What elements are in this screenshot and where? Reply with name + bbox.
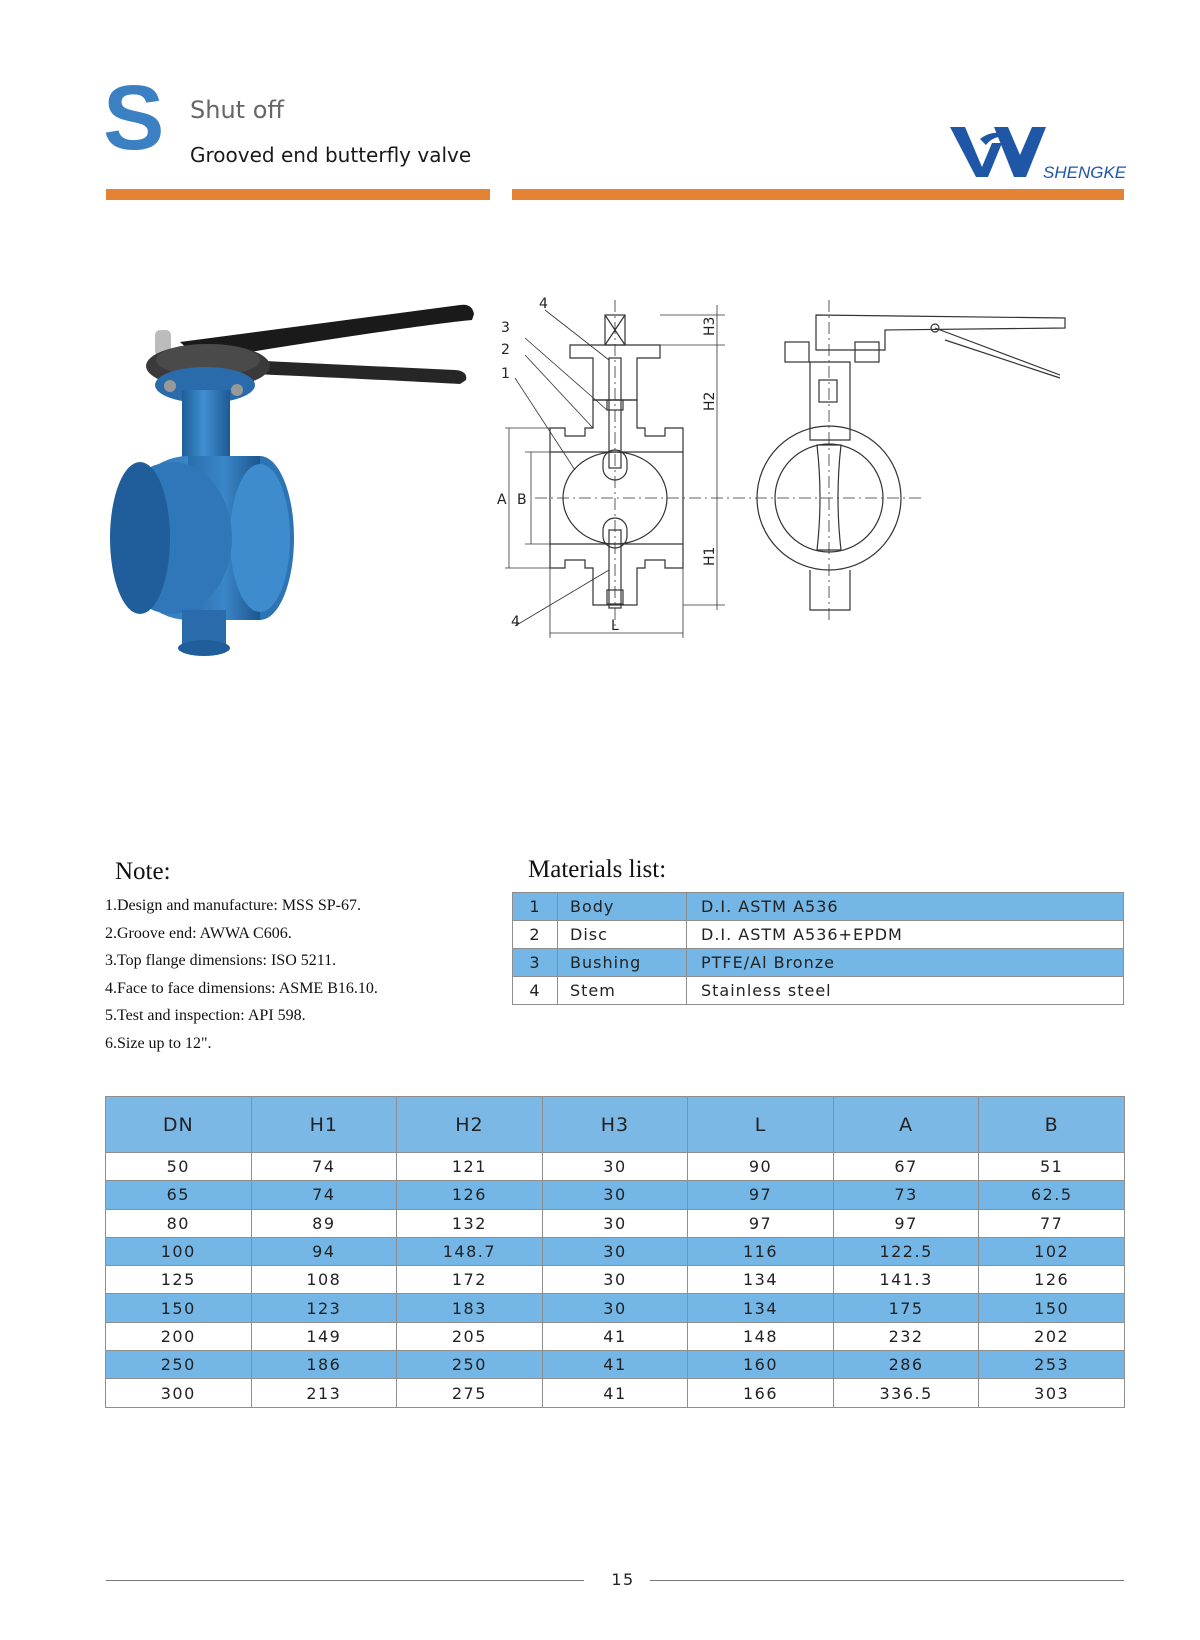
table-cell: 30 <box>542 1153 688 1181</box>
table-cell: 336.5 <box>833 1379 979 1407</box>
table-row <box>106 1181 1125 1209</box>
note-item: 6.Size up to 12". <box>105 1034 212 1052</box>
material-part: Bushing <box>558 949 687 977</box>
table-row <box>106 1351 1125 1379</box>
table-cell: 30 <box>542 1294 688 1322</box>
table-cell: 30 <box>542 1237 688 1265</box>
material-spec: PTFE/Al Bronze <box>687 949 1124 977</box>
table-row <box>106 1237 1125 1265</box>
header-divider-left <box>106 189 490 200</box>
table-cell: 183 <box>397 1294 543 1322</box>
drawing-label-h2: H2 <box>702 391 718 411</box>
material-spec: D.I. ASTM A536 <box>687 893 1124 921</box>
series-letter: S <box>103 67 165 169</box>
table-cell: 41 <box>542 1322 688 1350</box>
column-header-l: L <box>688 1097 834 1153</box>
table-cell: 30 <box>542 1266 688 1294</box>
table-cell: 300 <box>106 1379 252 1407</box>
table-cell: 250 <box>397 1351 543 1379</box>
table-cell: 150 <box>979 1294 1125 1322</box>
drawing-label-4-top: 4 <box>539 296 548 312</box>
table-cell: 202 <box>979 1322 1125 1350</box>
dimensions-header-row <box>106 1097 1125 1153</box>
materials-row <box>513 977 1124 1005</box>
table-cell: 102 <box>979 1237 1125 1265</box>
table-cell: 148 <box>688 1322 834 1350</box>
table-cell: 126 <box>979 1266 1125 1294</box>
drawing-label-3: 3 <box>501 320 510 336</box>
shengke-logo <box>950 125 1126 187</box>
material-part: Stem <box>558 977 687 1005</box>
product-title: Grooved end butterfly valve <box>190 143 472 167</box>
table-cell: 149 <box>251 1322 397 1350</box>
note-item: 5.Test and inspection: API 598. <box>105 1007 306 1024</box>
table-cell: 125 <box>106 1266 252 1294</box>
drawing-label-l: L <box>611 618 619 634</box>
table-cell: 97 <box>833 1209 979 1237</box>
material-no: 4 <box>513 977 558 1005</box>
table-cell: 41 <box>542 1379 688 1407</box>
note-item: 3.Top flange dimensions: ISO 5211. <box>105 952 337 969</box>
technical-drawing <box>497 296 1125 680</box>
table-cell: 77 <box>979 1209 1125 1237</box>
table-cell: 97 <box>688 1209 834 1237</box>
table-cell: 253 <box>979 1351 1125 1379</box>
table-cell: 141.3 <box>833 1266 979 1294</box>
table-cell: 175 <box>833 1294 979 1322</box>
table-cell: 89 <box>251 1209 397 1237</box>
material-spec: D.I. ASTM A536+EPDM <box>687 921 1124 949</box>
table-cell: 74 <box>251 1181 397 1209</box>
column-header-h2: H2 <box>397 1097 543 1153</box>
table-cell: 100 <box>106 1237 252 1265</box>
material-spec: Stainless steel <box>687 977 1124 1005</box>
drawing-label-h3: H3 <box>702 316 718 336</box>
table-cell: 108 <box>251 1266 397 1294</box>
material-no: 1 <box>513 893 558 921</box>
svg-text:SHENGKE: SHENGKE <box>1043 163 1127 182</box>
table-cell: 160 <box>688 1351 834 1379</box>
table-cell: 205 <box>397 1322 543 1350</box>
table-cell: 94 <box>251 1237 397 1265</box>
column-header-dn: DN <box>106 1097 252 1153</box>
table-cell: 200 <box>106 1322 252 1350</box>
drawing-label-a: A <box>497 492 507 508</box>
drawing-label-2: 2 <box>501 342 510 358</box>
materials-row <box>513 949 1124 977</box>
table-cell: 148.7 <box>397 1237 543 1265</box>
table-cell: 232 <box>833 1322 979 1350</box>
table-cell: 134 <box>688 1266 834 1294</box>
footer-line-left <box>106 1580 584 1581</box>
table-cell: 286 <box>833 1351 979 1379</box>
table-row <box>106 1379 1125 1407</box>
header-divider-right <box>512 189 1124 200</box>
table-cell: 30 <box>542 1209 688 1237</box>
drawing-label-1: 1 <box>501 366 510 382</box>
note-item: 2.Groove end: AWWA C606. <box>105 924 292 942</box>
note-item: 1.Design and manufacture: MSS SP-67. <box>105 897 361 914</box>
table-cell: 172 <box>397 1266 543 1294</box>
notes-list <box>105 892 378 1057</box>
table-cell: 166 <box>688 1379 834 1407</box>
table-cell: 132 <box>397 1209 543 1237</box>
table-cell: 65 <box>106 1181 252 1209</box>
materials-row <box>513 893 1124 921</box>
table-cell: 73 <box>833 1181 979 1209</box>
table-cell: 186 <box>251 1351 397 1379</box>
table-row <box>106 1322 1125 1350</box>
dimensions-table <box>105 1096 1125 1408</box>
materials-title: Materials list: <box>528 856 667 883</box>
table-cell: 122.5 <box>833 1237 979 1265</box>
table-cell: 41 <box>542 1351 688 1379</box>
page-number: 15 <box>611 1570 635 1589</box>
table-cell: 303 <box>979 1379 1125 1407</box>
table-cell: 213 <box>251 1379 397 1407</box>
drawing-label-b: B <box>517 492 527 508</box>
table-cell: 250 <box>106 1351 252 1379</box>
material-part: Disc <box>558 921 687 949</box>
material-no: 3 <box>513 949 558 977</box>
table-cell: 51 <box>979 1153 1125 1181</box>
table-row <box>106 1153 1125 1181</box>
column-header-b: B <box>979 1097 1125 1153</box>
material-part: Body <box>558 893 687 921</box>
table-cell: 97 <box>688 1181 834 1209</box>
table-cell: 62.5 <box>979 1181 1125 1209</box>
table-cell: 50 <box>106 1153 252 1181</box>
table-row <box>106 1294 1125 1322</box>
table-row <box>106 1266 1125 1294</box>
table-cell: 67 <box>833 1153 979 1181</box>
table-cell: 123 <box>251 1294 397 1322</box>
table-cell: 74 <box>251 1153 397 1181</box>
table-cell: 121 <box>397 1153 543 1181</box>
table-cell: 80 <box>106 1209 252 1237</box>
table-cell: 30 <box>542 1181 688 1209</box>
table-cell: 126 <box>397 1181 543 1209</box>
table-cell: 90 <box>688 1153 834 1181</box>
column-header-h1: H1 <box>251 1097 397 1153</box>
materials-table <box>512 892 1124 1005</box>
materials-row <box>513 921 1124 949</box>
column-header-a: A <box>833 1097 979 1153</box>
footer-line-right <box>650 1580 1124 1581</box>
note-item: 4.Face to face dimensions: ASME B16.10. <box>105 979 378 997</box>
drawing-label-h1: H1 <box>702 546 718 566</box>
drawing-label-4-bottom: 4 <box>511 614 520 630</box>
valve-product-photo <box>110 300 500 690</box>
category-title: Shut off <box>190 96 284 124</box>
table-row <box>106 1209 1125 1237</box>
material-no: 2 <box>513 921 558 949</box>
table-cell: 275 <box>397 1379 543 1407</box>
notes-title: Note: <box>115 858 171 885</box>
column-header-h3: H3 <box>542 1097 688 1153</box>
table-cell: 134 <box>688 1294 834 1322</box>
table-cell: 116 <box>688 1237 834 1265</box>
table-cell: 150 <box>106 1294 252 1322</box>
